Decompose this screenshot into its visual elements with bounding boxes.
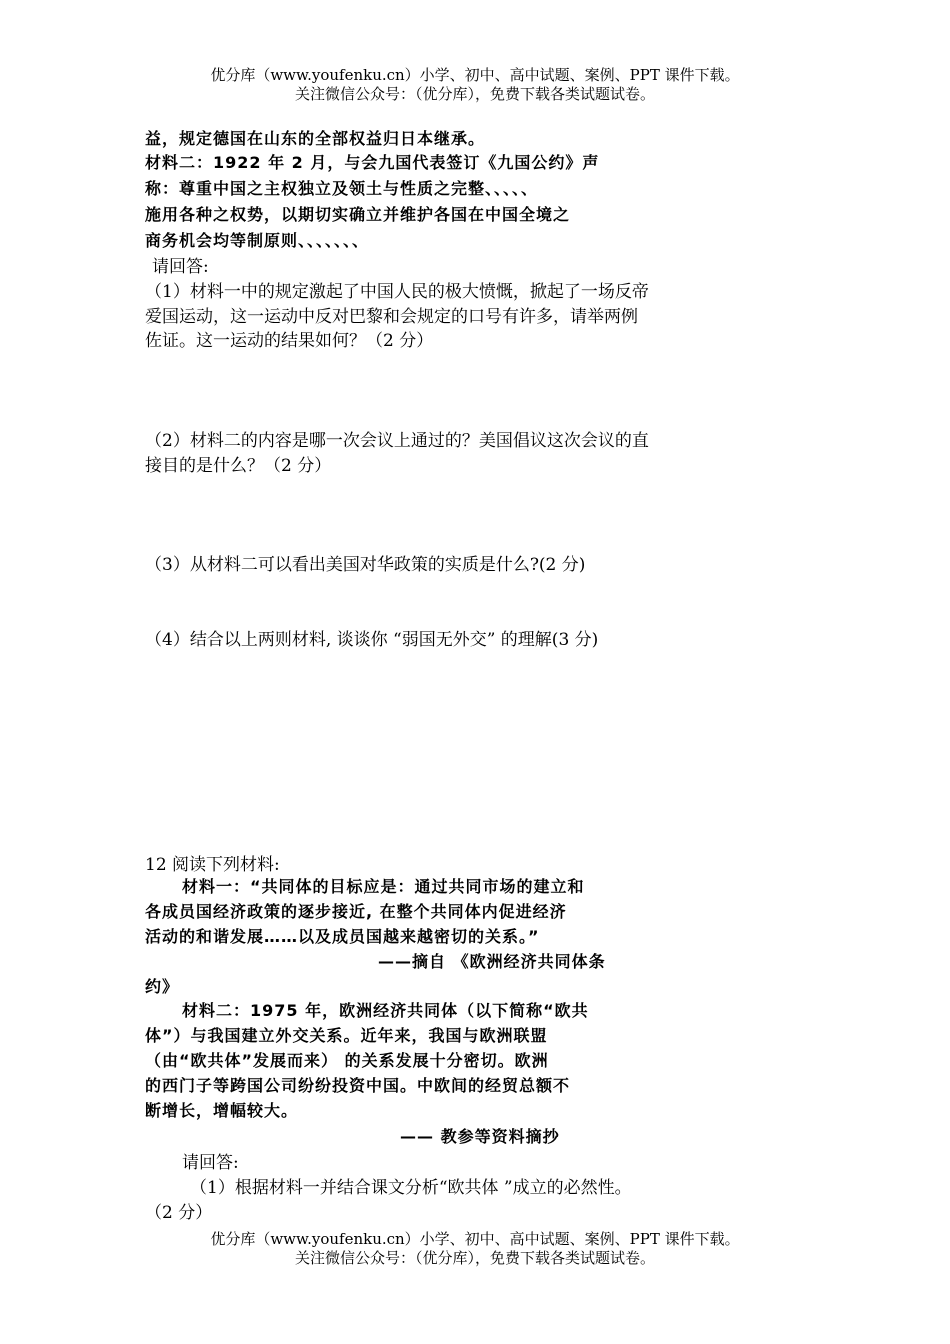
- q12-material1-line-1: 材料一：“共同体的目标应是：通过共同市场的建立和: [182, 877, 585, 896]
- q11-sub4: （4）结合以上两则材料, 谈谈你 “弱国无外交” 的理解(3 分): [145, 630, 599, 650]
- q11-sub1-line-3: 佐证。这一运动的结果如何？（2 分）: [145, 331, 434, 351]
- q11-sub2-line-1: （2）材料二的内容是哪一次会议上通过的？美国倡议这次会议的直: [145, 431, 649, 451]
- header-line-1: 优分库（www.youfenku.cn）小学、初中、高中试题、案例、PPT 课件下载。: [210, 66, 740, 84]
- q12-material2-line-5: 断增长，增幅较大。: [145, 1101, 299, 1120]
- q12-material2-line-2: 体”）与我国建立外交关系。近年来，我国与欧洲联盟: [145, 1026, 548, 1045]
- q12-prompt: 请回答:: [182, 1153, 239, 1173]
- q11-sub1-line-1: （1）材料一中的规定激起了中国人民的极大愤慨，掀起了一场反帝: [145, 282, 649, 302]
- header-line-2: 关注微信公众号：（优分库），免费下载各类试题试卷。: [294, 85, 655, 103]
- material2-line-2: 称：尊重中国之主权独立及领土与性质之完整、、、、、: [145, 179, 539, 198]
- q12-source1-line-1: ——摘自 《欧洲经济共同体条: [378, 952, 606, 971]
- q12-source1-line-2: 约》: [145, 977, 180, 996]
- footer-line-1: 优分库（www.youfenku.cn）小学、初中、高中试题、案例、PPT 课件下载。: [210, 1230, 740, 1248]
- material2-line-1: 材料二：1922 年 2 月，与会九国代表签订《九国公约》声: [145, 153, 600, 172]
- q12-sub1-line-1: （1）根据材料一并结合课文分析“欧共体 ”成立的必然性。: [190, 1178, 632, 1198]
- q11-sub2-line-2: 接目的是什么？（2 分）: [145, 456, 332, 476]
- q12-material2-line-3: （由“欧共体”发展而来） 的关系发展十分密切。欧洲: [145, 1051, 549, 1070]
- q12-sub1-line-2: （2 分）: [145, 1203, 213, 1223]
- q12-title: 12 阅读下列材料:: [145, 855, 280, 875]
- footer-line-2: 关注微信公众号：（优分库），免费下载各类试题试卷。: [294, 1249, 655, 1267]
- q11-prompt: 请回答:: [152, 257, 209, 277]
- q11-sub1-line-2: 爱国运动，这一运动中反对巴黎和会规定的口号有许多，请举两例: [145, 307, 638, 327]
- q12-material1-line-3: 活动的和谐发展……以及成员国越来越密切的关系。”: [145, 927, 540, 946]
- material1-tail: 益，规定德国在山东的全部权益归日本继承。: [145, 129, 486, 148]
- q12-source2: —— 教参等资料摘抄: [400, 1127, 560, 1146]
- q11-sub3: （3）从材料二可以看出美国对华政策的实质是什么?(2 分): [145, 555, 586, 575]
- q12-material2-line-4: 的西门子等跨国公司纷纷投资中国。中欧间的经贸总额不: [145, 1076, 571, 1095]
- q12-material2-line-1: 材料二：1975 年，欧洲经济共同体（以下简称“欧共: [182, 1001, 589, 1020]
- material2-line-3: 施用各种之权势，以期切实确立并维护各国在中国全境之: [145, 205, 571, 224]
- material2-line-4: 商务机会均等制原则、、、、、、、: [145, 231, 370, 250]
- q12-material1-line-2: 各成员国经济政策的逐步接近, 在整个共同体内促进经济: [145, 902, 567, 921]
